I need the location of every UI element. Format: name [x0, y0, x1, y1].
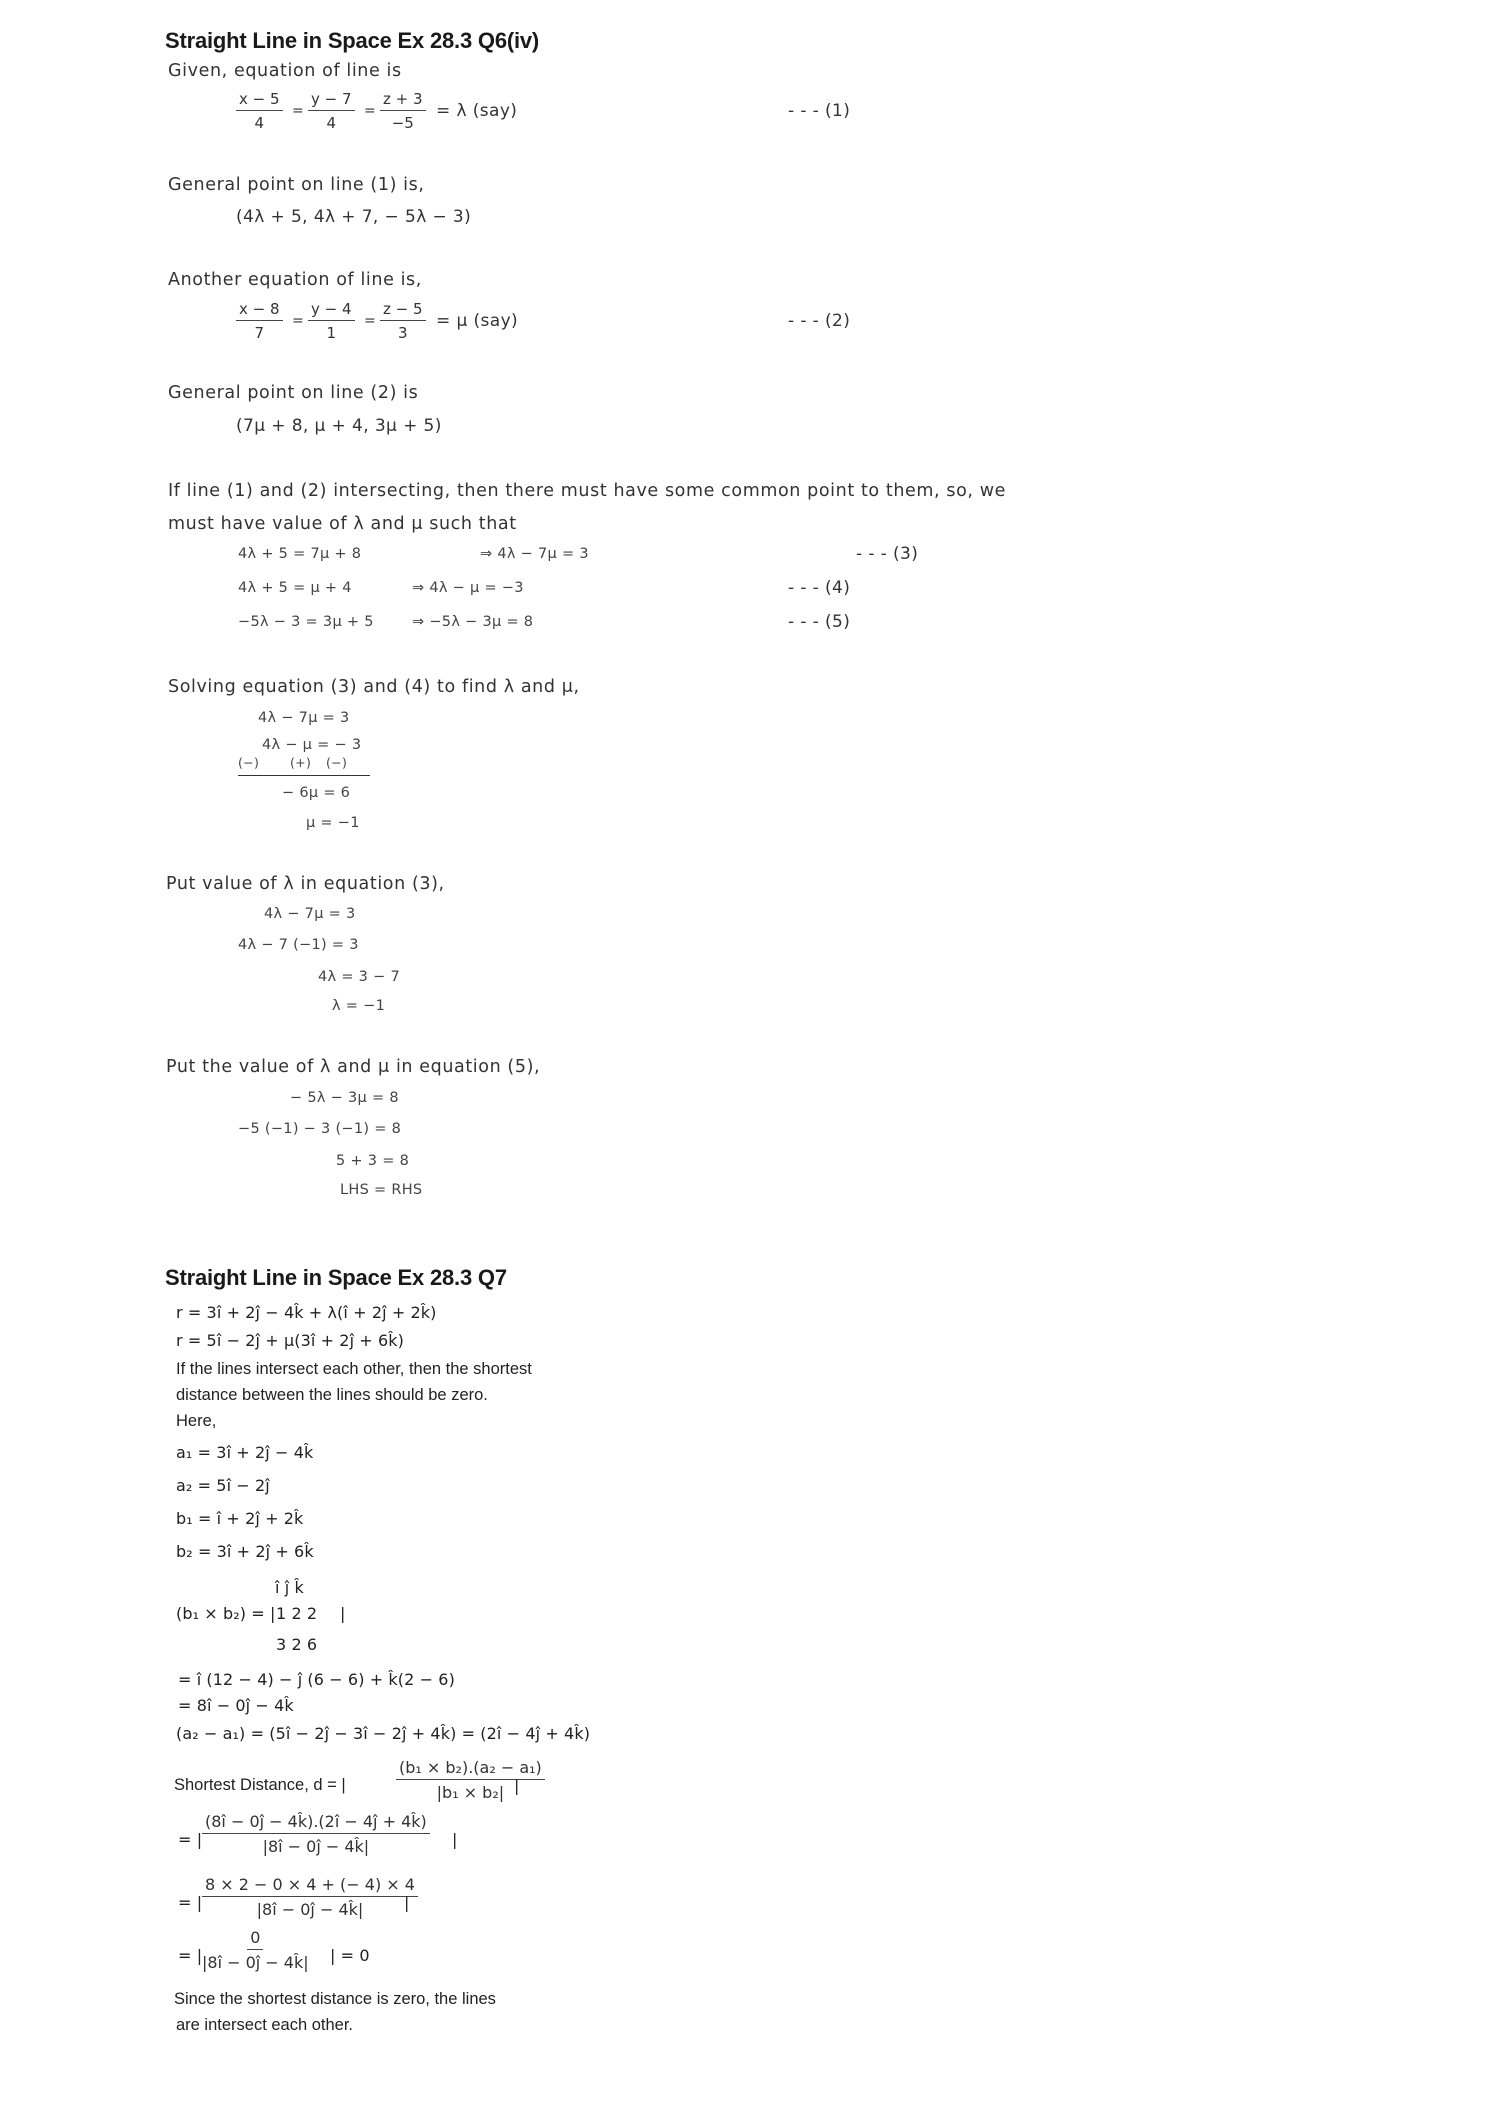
equation-tag: - - - (1) [788, 101, 851, 121]
solving-text: Solving equation (3) and (4) to find λ and μ, [168, 677, 580, 697]
general-point-label: General point on line (1) is, [168, 175, 425, 195]
vector-a1: a₁ = 3î + 2ĵ − 4k̂ [176, 1443, 314, 1462]
a-difference: (a₂ − a₁) = (5î − 2ĵ − 3î − 2ĵ + 4k̂) = (2î − 4ĵ + 4k̂) [176, 1724, 591, 1743]
line-2-equation: r = 5î − 2ĵ + μ(3î + 2ĵ + 6k̂) [176, 1331, 404, 1350]
equation-tag: - - - (3) [856, 544, 919, 564]
vector-b2: b₂ = 3î + 2ĵ + 6k̂ [176, 1542, 314, 1561]
fraction: $\frac{z - 5}{3}$ [380, 300, 426, 342]
fraction: $\frac{0}{|8î - 0ĵ - 4k̂|}$ [202, 1928, 309, 1972]
put-value-text: Put the value of λ and μ in equation (5), [166, 1057, 541, 1077]
put-value-text: Put value of λ in equation (3), [166, 874, 445, 894]
fraction: $\frac{z + 3}{-5}$ [380, 90, 426, 132]
here-text: Here, [176, 1412, 217, 1430]
general-point-label: General point on line (2) is [168, 383, 419, 403]
vector-b1: b₁ = î + 2ĵ + 2k̂ [176, 1509, 304, 1528]
another-equation-text: Another equation of line is, [168, 270, 422, 290]
intersect-condition: If line (1) and (2) intersecting, then there must have some common point to them, so, we [168, 481, 1006, 501]
fraction: $\frac{x - 8}{7}$ [236, 300, 283, 342]
condition-text: distance between the lines should be zero. [176, 1386, 488, 1404]
fraction: $\frac{8 \times 2 - 0 \times 4 + (- 4) \times 4}{|8î - 0ĵ - 4k̂|}$ [202, 1875, 418, 1919]
conclusion-text: Since the shortest distance is zero, the lines [174, 1990, 496, 2008]
condition-text: If the lines intersect each other, then the shortest [176, 1360, 532, 1378]
equation-tag: - - - (5) [788, 612, 851, 632]
fraction: $\frac{x - 5}{4}$ [236, 90, 283, 132]
line-1-equation: r = 3î + 2ĵ − 4k̂ + λ(î + 2ĵ + 2k̂) [176, 1303, 437, 1322]
fraction: $\frac{\text{(b₁ × b₂).(a₂ − a₁)}}{\text{|b₁ × b₂|}}$ [396, 1758, 545, 1802]
fraction: $\frac{y - 7}{4}$ [308, 90, 355, 132]
expansion-result: = 8î − 0ĵ − 4k̂ [178, 1696, 294, 1715]
given-text: Given, equation of line is [168, 61, 402, 81]
intersect-condition: must have value of λ and μ such that [168, 514, 517, 534]
expansion-line: = î (12 − 4) − ĵ (6 − 6) + k̂(2 − 6) [178, 1670, 455, 1689]
conclusion-text: are intersect each other. [176, 2016, 354, 2034]
divider-line [238, 775, 370, 776]
general-point-2: (7μ + 8, μ + 4, 3μ + 5) [236, 416, 442, 436]
equation-tag: - - - (4) [788, 578, 851, 598]
equation-tag: - - - (2) [788, 311, 851, 331]
general-point-1: (4λ + 5, 4λ + 7, − 5λ − 3) [236, 207, 472, 227]
q6-title: Straight Line in Space Ex 28.3 Q6(iv) [165, 28, 540, 53]
q7-title: Straight Line in Space Ex 28.3 Q7 [165, 1265, 507, 1290]
vector-a2: a₂ = 5î − 2ĵ [176, 1476, 270, 1495]
fraction: $\frac{y - 4}{1}$ [308, 300, 355, 342]
fraction: $\frac{(8î - 0ĵ - 4k̂).(2î - 4ĵ + 4k̂)}{|8î - 0ĵ - 4k̂|}$ [202, 1812, 430, 1856]
